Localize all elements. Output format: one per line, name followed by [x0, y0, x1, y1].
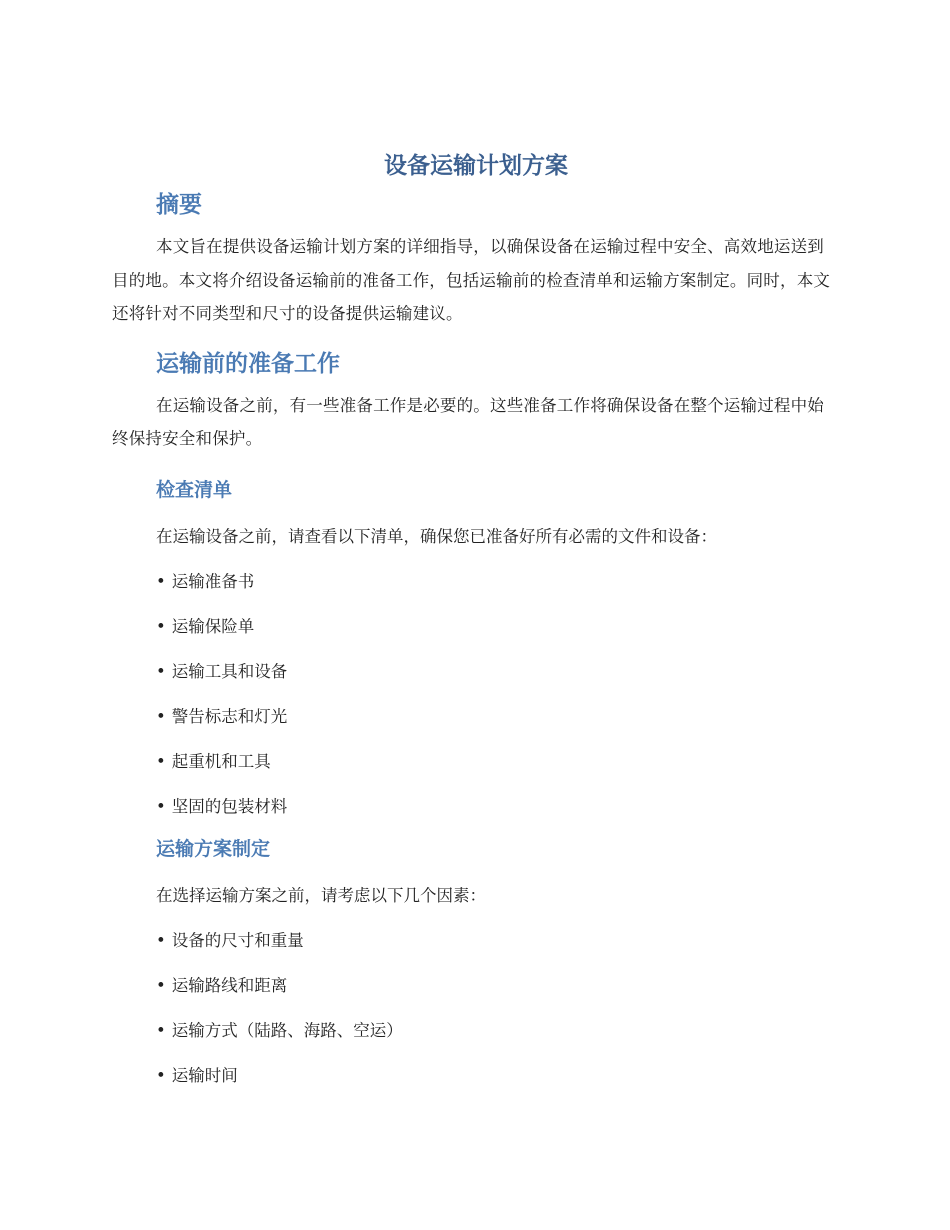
list-item-text: 运输准备书 [171, 571, 255, 591]
list-item-text: 运输路线和距离 [171, 975, 288, 995]
bullet-marker: • [156, 616, 166, 636]
list-item [156, 739, 840, 784]
list-item-text: 运输保险单 [171, 616, 255, 636]
bullet-marker: • [156, 706, 166, 726]
document-page [112, 146, 840, 1098]
abstract-paragraph: 本文旨在提供设备运输计划方案的详细指导，以确保设备在运输过程中安全、高效地运送到目的地。本文将介绍设备运输前的准备工作，包括运输前的检查清单和运输方案制定。同时，本文还将针对不同类型和尺寸的设备提供运输建议。 [112, 237, 831, 323]
list-item-text: 警告标志和灯光 [171, 706, 288, 726]
bullet-marker: • [156, 975, 166, 995]
section-heading-checklist: 检查清单 [156, 478, 233, 501]
list-item-text: 运输工具和设备 [171, 661, 288, 681]
section-heading-abstract: 摘要 [156, 192, 202, 218]
bullet-marker: • [156, 661, 166, 681]
list-item [156, 918, 840, 963]
list-item-text: 设备的尺寸和重量 [171, 930, 304, 950]
preparation-paragraph: 在运输设备之前，有一些准备工作是必要的。这些准备工作将确保设备在整个运输过程中始终保持安全和保护。 [112, 395, 824, 448]
list-item-text: 运输时间 [171, 1065, 238, 1085]
list-item [156, 559, 840, 604]
document-title: 设备运输计划方案 [384, 153, 568, 179]
list-item [156, 1053, 840, 1098]
bullet-marker: • [156, 751, 166, 771]
list-item [156, 1008, 840, 1053]
plan-intro: 在选择运输方案之前，请考虑以下几个因素： [156, 885, 486, 905]
checklist-list [112, 559, 840, 829]
list-item [156, 784, 840, 829]
section-heading-plan: 运输方案制定 [156, 837, 271, 860]
list-item [156, 694, 840, 739]
bullet-marker: • [156, 930, 166, 950]
list-item [156, 604, 840, 649]
plan-list [112, 918, 840, 1098]
bullet-marker: • [156, 796, 166, 816]
bullet-marker: • [156, 1065, 166, 1085]
list-item [156, 649, 840, 694]
list-item [156, 963, 840, 1008]
bullet-marker: • [156, 571, 166, 591]
list-item-text: 坚固的包装材料 [171, 796, 288, 816]
list-item-text: 起重机和工具 [171, 751, 271, 771]
bullet-marker: • [156, 1020, 166, 1040]
list-item-text: 运输方式（陆路、海路、空运） [171, 1020, 403, 1040]
checklist-intro: 在运输设备之前，请查看以下清单，确保您已准备好所有必需的文件和设备： [156, 526, 717, 546]
section-heading-preparation: 运输前的准备工作 [156, 350, 340, 377]
